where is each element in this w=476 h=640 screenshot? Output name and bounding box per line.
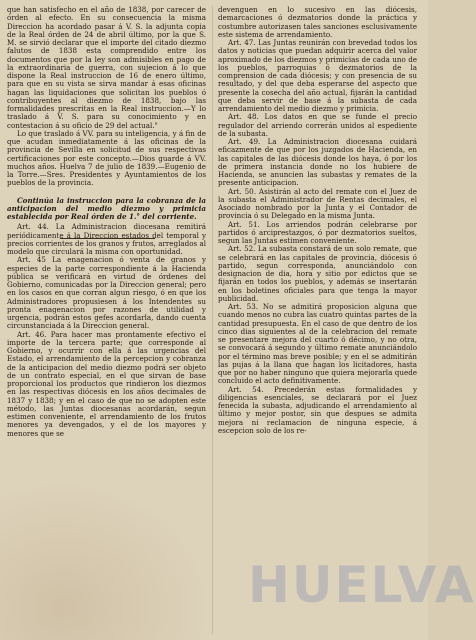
article-51: Art. 51. Los arriendos podrán celebrarse por partidos ó arciprestazgos, ó por dezmatorios sueltos, segun las Juntas estimen conveniente.: [218, 219, 417, 245]
paragraph: devenguen en lo sucesivo en las diócesis, demarcaciones ó dezmatorios donde la práctica y costumbre autorizasen tales sanciones esclusivamente este sistema de arrendamiento.: [218, 5, 417, 39]
article-45: Art. 45 La enagenacion ó venta de granos y especies de la parte correspondiente á la Hacienda pública se verificará en virtud de órdenes del Gobierno, comunicadas por la Direccion general; pero en los casos en que corran algun riesgo, ó en que los Administradores propusiesen á los Intendentes su pronta enagenacion por razones de utilidad y urgencia, podrán estos gefes acordarla, dando cuenta circunstanciada á la Direccion general.: [7, 255, 206, 331]
article-54: Art. 54. Precederán estas formalidades y diligencias esenciales, se declarará por el Juez fenecida la subasta, adjudicando el arrendamiento al último y mejor postor, sin que despues se admita mejora ni reclamacion de ninguna especie, á escepcion solo de los re-: [218, 384, 417, 435]
article-50: Art. 50. Asistirán al acto del remate con el Juez de la subasta el Administrador de Rentas decimales, el Asociado nombrado por la Junta y el Contador de provincia ó su Delegado en la misma Junta.: [218, 186, 417, 221]
article-49: Art. 49. La Administracion diocesana cuidará eficazmente de que por los juzgados de Hacienda, en las capitales de las diócesis donde los haya, ó por los de primera instancia donde no los hubiere de Hacienda, se anuncien las subastas y remates de la presente anticipacion.: [218, 137, 417, 188]
paper-stain: [0, 480, 210, 640]
section-title: Continúa la instruccion para la cobranza de la anticipacion del medio diezmo y primicia establecida por Real órden de 1.° del corriente.: [7, 195, 206, 221]
article-48: Art. 48. Los datos en que se funde el precio regulador del arriendo correrán unidos al espediente de la subasta.: [218, 112, 417, 138]
paragraph: que han satisfecho en el año de 1838, por carecer de órden al efecto. En su consecuencia la misma Direccion ha acordado pasar á V. S. la adjunta copia de la Real órden de 24 de abril último, por la que S. M. se sirvió declarar que el importe del citado diezmo falutos de 1838 esta comprendido entre los documentos que por la ley son admisibles en pago de la extraordinaria de guerra, con sujecion á lo que dispone la Real instruccion de 16 de enero último, para que en su vista se sirva mandar á esas oficinas hagan las liquidaciones que solicitan los pueblos ó contribuyentes al diezmo de 1838, bajo las formalidades prescritas en la Real instruccion.—Y lo traslado á V. S. para su conocimiento y en contestacion á su oficio de 29 del actual.": [7, 5, 206, 130]
column-divider: [212, 6, 213, 634]
article-44: Art. 44. La Administracion diocesana remitirá periódicamente á la Direccion estados del temporal y precios corrientes de los granos y frutos, arreglados al modelo que circulará la misma con oportunidad.: [7, 222, 206, 256]
article-47: Art. 47. Las Juntas reunirán con brevedad todos los datos y noticias que puedan adquirir acerca del valor aproximado de los diezmos y primicias de cada uno de los pueblos, parroquias ó dezmatorios de la comprension de cada diócesis; y con presencia de su resultado, y del que deba esperarse del aspecto que presente la cosecha del año actual, fijarán la cantidad que deba servir de base á la subasta de cada arrendamiento del medio diezmo y primicia.: [218, 38, 417, 113]
left-column: [7, 6, 206, 438]
archive-watermark: HUELVA: [248, 556, 476, 614]
article-53: Art. 53. No se admitirá proposicion alguna que cuando menos no cubra las cuatro quintas partes de la cantidad presupuesta. En el caso de que dentro de los cinco dias siguientes al de la celebracion del remate se presentare mejora del cuarto ó décimo, y no otra, se convocará á segundo y último remate anunciándolo por el término mas breve posible; y en el se admitirán las pujas á la llana que hagan los licitadores, hasta que por no haber ninguno que quiera mejorarla quede concluido el acto definitivamente.: [218, 302, 417, 386]
section-rule: [60, 238, 155, 239]
article-52: Art. 52. La subasta constará de un solo remate, que se celebrará en las capitales de provincia, diócesis ó partido, segun corresponda, anunciándolo con designacion de dia, hora y sitio por edictos que se fijarán en todos los pueblos, y además se insertarán en los boletines oficiales para que tenga la mayor publicidad.: [218, 244, 417, 303]
right-column: [218, 6, 417, 435]
paragraph: Lo que traslado á VV. para su inteligencia, y á fin de que acudan inmediatamente á las oficinas de la provincia de Sevilla en solicitud de sus respectivas certificaciones por este concepto.—Dios guarde á VV. muchos años. Huelva 7 de julio de 1839.—Eugenio de la Torre.—Sres. Presidentes y Ayuntamientos de los pueblos de la provincia.: [7, 128, 206, 188]
article-46: Art. 46. Para hacer mas prontamente efectivo el importe de la tercera parte; que corresponde al Gobierno, y ocurrir con ella á las urgencias del Estado, el arrendamiento de la percepcion y cobranza de la anticipacion del medio diezmo podrá ser objeto de un contrato especial, en el que sirvan de base proporcional los productos que rindieron los diezmos en las respectivas diócesis en los años decimales de 1837 y 1838; y en el caso de que no se adopten este método, las Juntas diocesanas acordarán, segun estimen conveniente, el arrendamiento de los frutos menores ya devengados, y el de los mayores y menores que se: [7, 329, 206, 438]
